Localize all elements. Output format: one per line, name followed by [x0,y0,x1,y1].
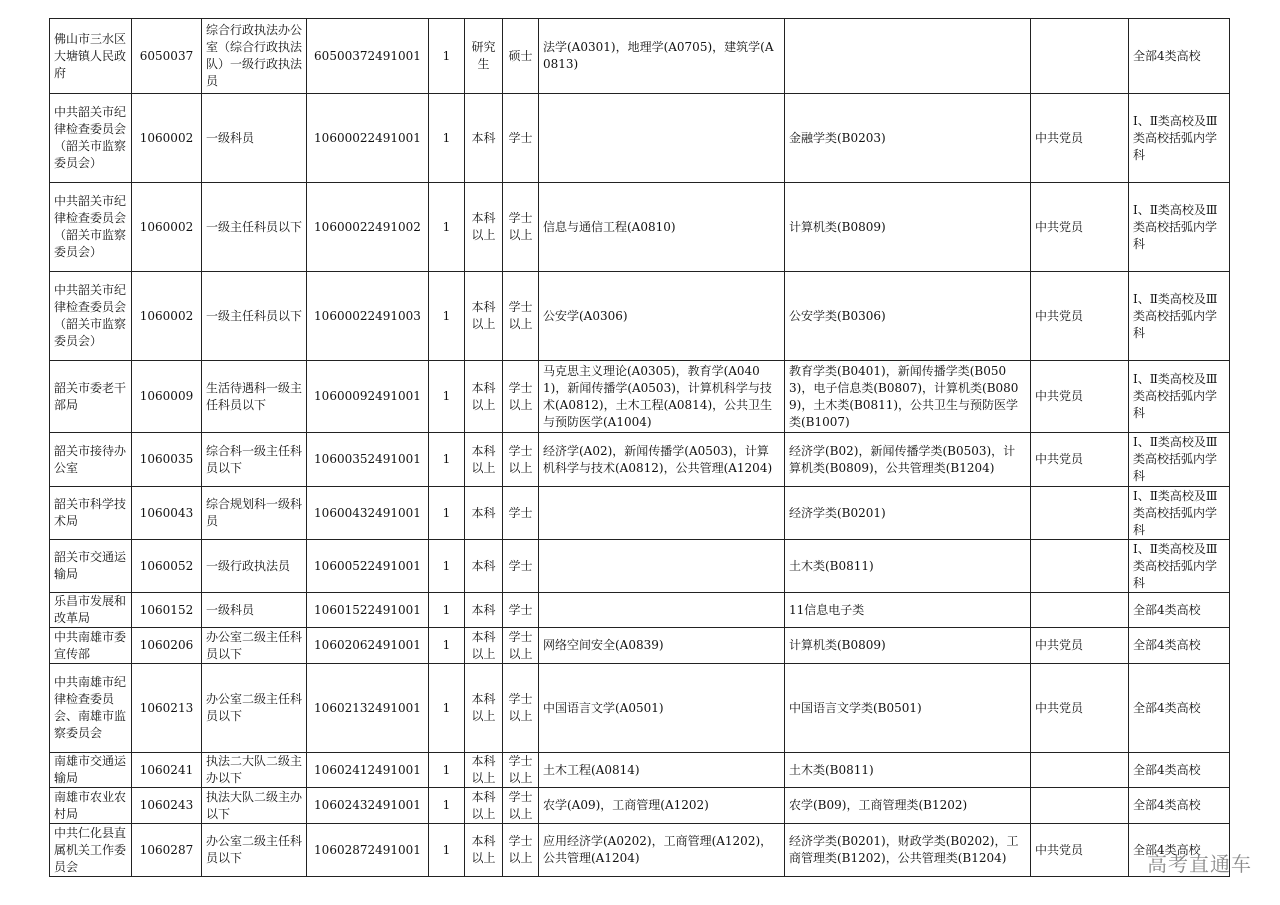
education-cell: 本科 [465,540,503,593]
unit-code-cell: 1060152 [132,593,202,628]
school-category-cell: Ⅰ、Ⅱ类高校及Ⅲ类高校括弧内学科 [1129,272,1230,361]
unit-code-cell: 1060002 [132,94,202,183]
position-name-cell: 一级主任科员以下 [202,183,307,272]
table-row [50,183,1230,272]
unit-code-cell: 1060243 [132,788,202,824]
undergraduate-major-cell [785,19,1031,94]
position-name-cell: 一级科员 [202,94,307,183]
recruit-count-cell: 1 [429,593,465,628]
undergraduate-major-cell: 经济学(B02)，新闻传播学类(B0503)，计算机类(B0809)，公共管理类(B1204) [785,433,1031,487]
undergraduate-major-cell: 农学(B09)，工商管理类(B1202) [785,788,1031,824]
position-code-cell: 10602872491001 [307,824,429,877]
unit-name-cell: 韶关市科学技术局 [50,487,132,540]
recruit-count-cell: 1 [429,183,465,272]
table-row [50,94,1230,183]
political-status-cell: 中共党员 [1031,664,1129,753]
unit-name-cell: 中共韶关市纪律检查委员会（韶关市监察委员会） [50,183,132,272]
graduate-major-cell: 中国语言文学(A0501) [539,664,785,753]
recruit-count-cell: 1 [429,788,465,824]
unit-name-cell: 韶关市交通运输局 [50,540,132,593]
table-row [50,628,1230,664]
recruit-count-cell: 1 [429,753,465,788]
graduate-major-cell: 农学(A09)，工商管理(A1202) [539,788,785,824]
position-code-cell: 10602432491001 [307,788,429,824]
position-code-cell: 10600022491002 [307,183,429,272]
education-cell: 本科以上 [465,788,503,824]
political-status-cell: 中共党员 [1031,183,1129,272]
school-category-cell: 全部4类高校 [1129,628,1230,664]
unit-name-cell: 南雄市农业农村局 [50,788,132,824]
undergraduate-major-cell: 土木类(B0811) [785,540,1031,593]
position-code-cell: 10600522491001 [307,540,429,593]
degree-cell: 学士以上 [503,183,539,272]
position-name-cell: 办公室二级主任科员以下 [202,628,307,664]
position-code-cell: 10600022491001 [307,94,429,183]
position-name-cell: 一级行政执法员 [202,540,307,593]
education-cell: 本科以上 [465,664,503,753]
political-status-cell [1031,19,1129,94]
table-row [50,664,1230,753]
unit-code-cell: 1060009 [132,361,202,433]
recruit-count-cell: 1 [429,94,465,183]
recruit-count-cell: 1 [429,361,465,433]
degree-cell: 学士以上 [503,664,539,753]
graduate-major-cell: 公安学(A0306) [539,272,785,361]
degree-cell: 学士以上 [503,272,539,361]
graduate-major-cell [539,540,785,593]
education-cell: 本科以上 [465,183,503,272]
unit-code-cell: 1060213 [132,664,202,753]
unit-code-cell: 1060035 [132,433,202,487]
political-status-cell [1031,487,1129,540]
political-status-cell: 中共党员 [1031,433,1129,487]
degree-cell: 学士以上 [503,753,539,788]
table-row [50,788,1230,824]
school-category-cell: Ⅰ、Ⅱ类高校及Ⅲ类高校括弧内学科 [1129,94,1230,183]
education-cell: 本科以上 [465,433,503,487]
undergraduate-major-cell: 中国语言文学类(B0501) [785,664,1031,753]
unit-name-cell: 乐昌市发展和改革局 [50,593,132,628]
table-row [50,824,1230,877]
unit-code-cell: 1060002 [132,183,202,272]
graduate-major-cell: 网络空间安全(A0839) [539,628,785,664]
political-status-cell: 中共党员 [1031,361,1129,433]
undergraduate-major-cell: 金融学类(B0203) [785,94,1031,183]
position-name-cell: 综合行政执法办公室（综合行政执法队）一级行政执法员 [202,19,307,94]
degree-cell: 学士以上 [503,824,539,877]
school-category-cell: Ⅰ、Ⅱ类高校及Ⅲ类高校括弧内学科 [1129,183,1230,272]
political-status-cell [1031,753,1129,788]
unit-code-cell: 1060043 [132,487,202,540]
table-row [50,593,1230,628]
recruit-count-cell: 1 [429,272,465,361]
degree-cell: 学士 [503,593,539,628]
school-category-cell: Ⅰ、Ⅱ类高校及Ⅲ类高校括弧内学科 [1129,540,1230,593]
political-status-cell: 中共党员 [1031,272,1129,361]
school-category-cell: 全部4类高校 [1129,824,1230,877]
recruit-count-cell: 1 [429,628,465,664]
undergraduate-major-cell: 11信息电子类 [785,593,1031,628]
position-name-cell: 生活待遇科一级主任科员以下 [202,361,307,433]
graduate-major-cell: 应用经济学(A0202)，工商管理(A1202)，公共管理(A1204) [539,824,785,877]
graduate-major-cell [539,94,785,183]
position-code-cell: 10600432491001 [307,487,429,540]
political-status-cell: 中共党员 [1031,824,1129,877]
degree-cell: 学士以上 [503,788,539,824]
unit-code-cell: 1060206 [132,628,202,664]
unit-code-cell: 6050037 [132,19,202,94]
unit-name-cell: 中共南雄市委宣传部 [50,628,132,664]
political-status-cell [1031,540,1129,593]
unit-code-cell: 1060002 [132,272,202,361]
unit-name-cell: 中共仁化县直属机关工作委员会 [50,824,132,877]
political-status-cell [1031,593,1129,628]
position-name-cell: 综合规划科一级科员 [202,487,307,540]
education-cell: 本科以上 [465,753,503,788]
degree-cell: 学士以上 [503,628,539,664]
unit-name-cell: 中共韶关市纪律检查委员会（韶关市监察委员会） [50,94,132,183]
undergraduate-major-cell: 计算机类(B0809) [785,628,1031,664]
education-cell: 本科 [465,593,503,628]
table-row [50,487,1230,540]
position-name-cell: 综合科一级主任科员以下 [202,433,307,487]
recruit-count-cell: 1 [429,540,465,593]
position-name-cell: 办公室二级主任科员以下 [202,664,307,753]
degree-cell: 硕士 [503,19,539,94]
school-category-cell: Ⅰ、Ⅱ类高校及Ⅲ类高校括弧内学科 [1129,487,1230,540]
undergraduate-major-cell: 经济学类(B0201) [785,487,1031,540]
political-status-cell: 中共党员 [1031,94,1129,183]
position-code-cell: 10600022491003 [307,272,429,361]
political-status-cell: 中共党员 [1031,628,1129,664]
table-row [50,433,1230,487]
position-name-cell: 执法二大队二级主办以下 [202,753,307,788]
graduate-major-cell [539,593,785,628]
education-cell: 研究生 [465,19,503,94]
school-category-cell: 全部4类高校 [1129,593,1230,628]
table-row [50,361,1230,433]
graduate-major-cell: 马克思主义理论(A0305)，教育学(A0401)，新闻传播学(A0503)，计算机科学与技术(A0812)，土木工程(A0814)，公共卫生与预防医学(A1004) [539,361,785,433]
unit-name-cell: 佛山市三水区大塘镇人民政府 [50,19,132,94]
undergraduate-major-cell: 土木类(B0811) [785,753,1031,788]
unit-code-cell: 1060052 [132,540,202,593]
position-name-cell: 一级主任科员以下 [202,272,307,361]
degree-cell: 学士以上 [503,361,539,433]
education-cell: 本科 [465,487,503,540]
recruit-count-cell: 1 [429,824,465,877]
table-row [50,272,1230,361]
unit-name-cell: 韶关市接待办公室 [50,433,132,487]
graduate-major-cell: 信息与通信工程(A0810) [539,183,785,272]
unit-code-cell: 1060241 [132,753,202,788]
position-code-cell: 10601522491001 [307,593,429,628]
undergraduate-major-cell: 计算机类(B0809) [785,183,1031,272]
recruit-count-cell: 1 [429,487,465,540]
degree-cell: 学士 [503,94,539,183]
undergraduate-major-cell: 公安学类(B0306) [785,272,1031,361]
table-row [50,753,1230,788]
graduate-major-cell: 土木工程(A0814) [539,753,785,788]
position-code-cell: 10600092491001 [307,361,429,433]
degree-cell: 学士 [503,540,539,593]
position-code-cell: 10602412491001 [307,753,429,788]
position-name-cell: 办公室二级主任科员以下 [202,824,307,877]
undergraduate-major-cell: 教育学类(B0401)，新闻传播学类(B0503)，电子信息类(B0807)，计算机类(B0809)，土木类(B0811)，公共卫生与预防医学类(B1007) [785,361,1031,433]
unit-code-cell: 1060287 [132,824,202,877]
table-row [50,19,1230,94]
position-code-cell: 10602062491001 [307,628,429,664]
education-cell: 本科以上 [465,361,503,433]
position-name-cell: 一级科员 [202,593,307,628]
education-cell: 本科以上 [465,824,503,877]
unit-name-cell: 韶关市委老干部局 [50,361,132,433]
school-category-cell: Ⅰ、Ⅱ类高校及Ⅲ类高校括弧内学科 [1129,361,1230,433]
position-code-cell: 10600352491001 [307,433,429,487]
table-row [50,540,1230,593]
recruit-count-cell: 1 [429,19,465,94]
education-cell: 本科以上 [465,628,503,664]
graduate-major-cell: 法学(A0301)，地理学(A0705)，建筑学(A0813) [539,19,785,94]
watermark-text: 高考直通车 [1147,852,1252,876]
position-code-cell: 10602132491001 [307,664,429,753]
school-category-cell: 全部4类高校 [1129,664,1230,753]
position-code-cell: 60500372491001 [307,19,429,94]
education-cell: 本科 [465,94,503,183]
recruit-count-cell: 1 [429,433,465,487]
job-listing-table [49,18,1230,877]
recruit-count-cell: 1 [429,664,465,753]
graduate-major-cell [539,487,785,540]
position-name-cell: 执法大队二级主办以下 [202,788,307,824]
unit-name-cell: 中共韶关市纪律检查委员会（韶关市监察委员会） [50,272,132,361]
undergraduate-major-cell: 经济学类(B0201)，财政学类(B0202)，工商管理类(B1202)，公共管理类(B1204) [785,824,1031,877]
graduate-major-cell: 经济学(A02)，新闻传播学(A0503)，计算机科学与技术(A0812)，公共管理(A1204) [539,433,785,487]
unit-name-cell: 中共南雄市纪律检查委员会、南雄市监察委员会 [50,664,132,753]
school-category-cell: 全部4类高校 [1129,753,1230,788]
degree-cell: 学士 [503,487,539,540]
degree-cell: 学士以上 [503,433,539,487]
education-cell: 本科以上 [465,272,503,361]
political-status-cell [1031,788,1129,824]
unit-name-cell: 南雄市交通运输局 [50,753,132,788]
school-category-cell: 全部4类高校 [1129,788,1230,824]
school-category-cell: Ⅰ、Ⅱ类高校及Ⅲ类高校括弧内学科 [1129,433,1230,487]
school-category-cell: 全部4类高校 [1129,19,1230,94]
